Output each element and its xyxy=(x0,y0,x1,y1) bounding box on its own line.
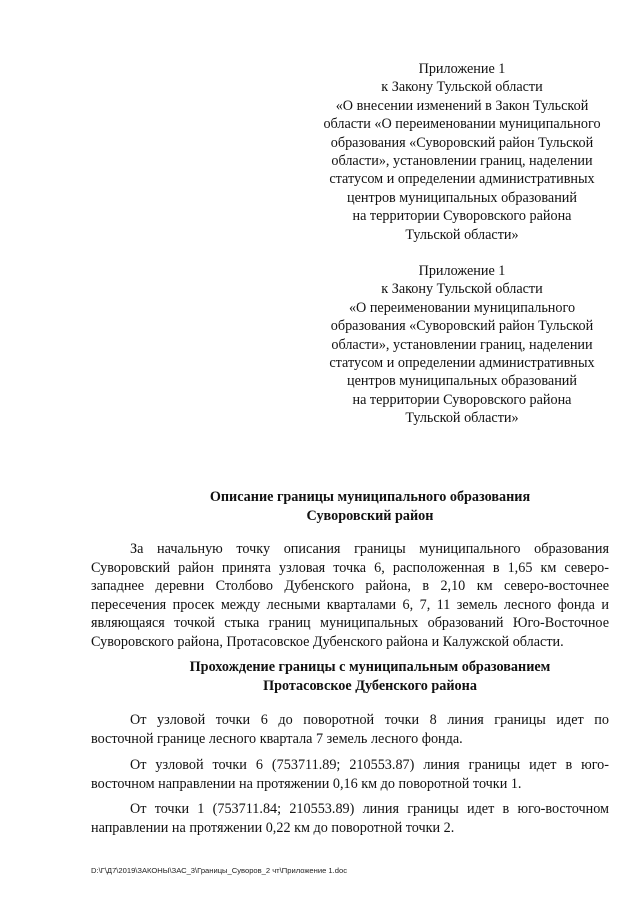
appendix-line: образования «Суворовский район Тульской xyxy=(330,134,594,151)
appendix-line: на территории Суворовского района xyxy=(352,391,572,408)
section-heading-line: Протасовское Дубенского района xyxy=(263,678,477,694)
paragraph-line: Суворовского района, Протасовское Дубенского района и Калужской области. xyxy=(91,633,564,650)
section-heading xyxy=(90,658,640,696)
appendix-line: «О переименовании муниципального xyxy=(348,299,576,316)
appendix-line: образования «Суворовский район Тульской xyxy=(330,318,594,335)
paragraph-line: западнее деревни Столбово Дубенского района, в 2,10 км северо-восточнее xyxy=(91,578,609,595)
paragraph-line: От узловой точки 6 до поворотной точки 8 линия границы идет по xyxy=(130,712,609,728)
appendix-line: на территории Суворовского района xyxy=(352,208,572,225)
file-path-footer: D:\Г\Д7\2019\ЗАКОНЫ\ЗАС_3\Границы_Суворов_2 чт\Приложение 1.doc xyxy=(91,866,347,875)
appendix-line: центров муниципальных образований xyxy=(347,189,577,206)
boundary-paragraph xyxy=(91,756,609,793)
appendix-line: к Закону Тульской области xyxy=(381,281,543,298)
appendix-line: Приложение 1 xyxy=(418,263,506,279)
document-title-line: Суворовский район xyxy=(306,508,434,524)
intro-paragraph xyxy=(91,540,609,652)
paragraph-line: направлении на протяжении 0,22 км до поворотной точки 2. xyxy=(91,819,455,836)
appendix-line: области», установлении границ, наделении xyxy=(331,153,593,170)
paragraph-line: являющаяся точкой стыка границ муниципальных образований Юго-Восточное xyxy=(91,615,609,632)
paragraph-line: От узловой точки 6 (753711.89; 210553.87) линия границы идет в юго- xyxy=(130,757,609,773)
appendix-line: Тульской области» xyxy=(405,410,519,427)
boundary-paragraph xyxy=(91,800,609,837)
appendix-header-original xyxy=(282,262,640,428)
appendix-line: статусом и определении административных xyxy=(329,171,595,188)
paragraph-line: пересечения просек между лесными кварталами 6, 7, 11 земель лесного фонда и xyxy=(91,596,609,613)
boundary-paragraph xyxy=(91,711,609,748)
appendix-line: Приложение 1 xyxy=(418,61,506,77)
paragraph-line: От точки 1 (753711.84; 210553.89) линия границы идет в юго-восточном xyxy=(130,801,609,817)
section-heading-line: Прохождение границы с муниципальным образованием xyxy=(189,659,551,675)
paragraph-line: восточном направлении на протяжении 0,16 км до поворотной точки 1. xyxy=(91,775,522,792)
appendix-line: области «О переименовании муниципального xyxy=(323,116,601,133)
appendix-line: Тульской области» xyxy=(405,226,519,243)
appendix-line: статусом и определении административных xyxy=(329,355,595,372)
appendix-line: «О внесении изменений в Закон Тульской xyxy=(335,97,589,114)
appendix-header-amendment xyxy=(282,60,640,244)
appendix-line: центров муниципальных образований xyxy=(347,373,577,390)
document-title-line: Описание границы муниципального образования xyxy=(209,489,531,505)
paragraph-line: Суворовский район принята узловая точка 6, расположенная в 1,65 км северо- xyxy=(91,559,609,576)
appendix-line: к Закону Тульской области xyxy=(381,79,543,96)
document-title xyxy=(90,488,640,526)
appendix-line: области», установлении границ, наделении xyxy=(331,336,593,353)
paragraph-line: восточной границе лесного квартала 7 земель лесного фонда. xyxy=(91,730,463,747)
paragraph-line: За начальную точку описания границы муниципального образования xyxy=(130,541,609,557)
